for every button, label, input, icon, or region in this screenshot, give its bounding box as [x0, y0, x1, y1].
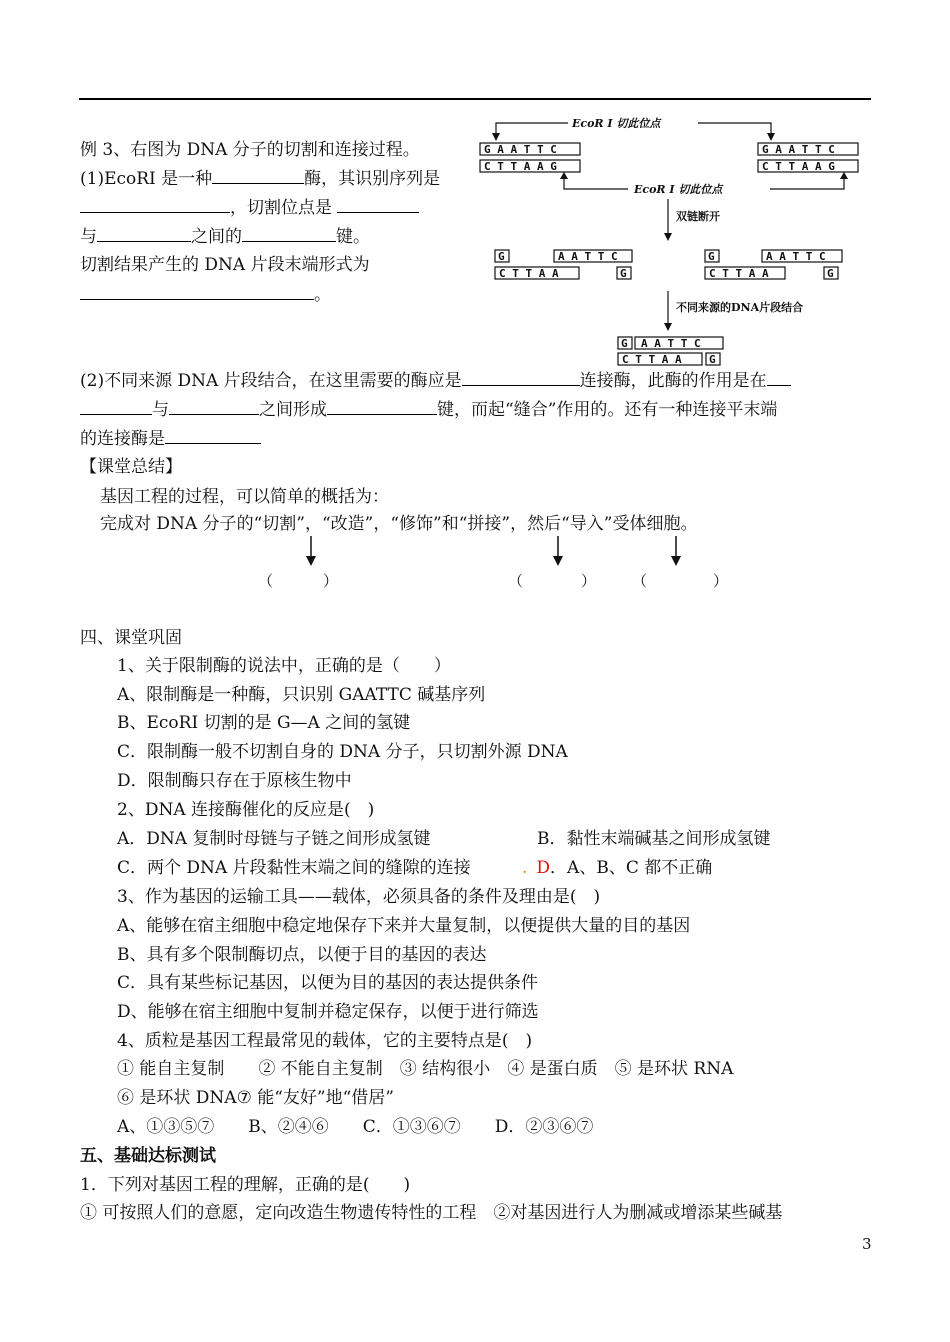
seq-aattc: A A T T C — [558, 250, 618, 263]
diagram-arrowhead — [664, 233, 672, 241]
page-number: 3 — [862, 1235, 872, 1253]
example-intro: 例 3、右图为 DNA 分子的切割和连接过程。 — [80, 140, 420, 160]
s4-q1: 1、关于限制酶的说法中，正确的是（ ） — [117, 656, 451, 676]
q2-line-1: (2)不同来源 DNA 片段结合，在这里需要的酶应是 连接酶，此酶的作用是在 — [80, 369, 791, 392]
seq-cttaag-left: C T T A A G — [484, 160, 557, 173]
diagram-bracket-right — [698, 123, 771, 133]
seq-cttaa: C T T A A — [499, 267, 559, 280]
step-label-cut: 双链断开 — [676, 210, 720, 223]
s4-q4-items-1: ① 能自主复制 ② 不能自主复制 ③ 结构很小 ④ 是蛋白质 ⑤ 是环状 RNA — [117, 1059, 734, 1079]
seq-g: G — [708, 250, 715, 263]
s4-q1-option-c[interactable]: C．限制酶一般不切割自身的 DNA 分子，只切割外源 DNA — [117, 742, 568, 762]
s4-q3-option-c[interactable]: C．具有某些标记基因，以便为目的基因的表达提供条件 — [117, 973, 539, 993]
s4-q2-option-c[interactable]: C．两个 DNA 片段黏性末端之间的缝隙的连接 — [117, 858, 471, 878]
step-label-join: 不同来源的DNA片段结合 — [676, 301, 804, 314]
diagram-arrowhead — [492, 133, 500, 141]
seq-cttaa: C T T A A — [622, 353, 682, 366]
seq-g: G — [620, 267, 627, 280]
seq-gaattc-right: G A A T T C — [762, 143, 835, 156]
s5-q1: 1．下列对基因工程的理解，正确的是( ) — [80, 1175, 411, 1195]
seq-gaattc-left: G A A T T C — [484, 143, 557, 156]
s4-q2-option-a[interactable]: A．DNA 复制时母链与子链之间形成氢键 — [117, 829, 431, 849]
blank-bond[interactable] — [327, 398, 437, 415]
q2-line-2: 与 之间形成 键，而起“缝合”作用的。还有一种连接平末端 — [80, 398, 777, 421]
blank-base-2[interactable] — [242, 225, 336, 242]
seq-cttaa: C T T A A — [709, 267, 769, 280]
s5-q1-statement: ① 可按照人们的意愿，定向改造生物遗传特性的工程 ②对基因进行人为删减或增添某些碱基 — [80, 1203, 783, 1223]
ecori-diagram — [478, 115, 878, 367]
s4-q2: 2、DNA 连接酶催化的反应是( ) — [117, 800, 375, 820]
seq-g: G — [709, 353, 716, 366]
diagram-bracket-left — [496, 123, 568, 133]
diagram-bracket-right — [770, 179, 844, 189]
blank-base-1[interactable] — [97, 225, 191, 242]
seq-g: G — [498, 250, 505, 263]
blank-site-2[interactable] — [169, 398, 259, 415]
blank-site-1b[interactable] — [80, 398, 152, 415]
seq-g: G — [621, 337, 628, 350]
seq-aattc: A A T T C — [766, 250, 826, 263]
blank-cut-site[interactable] — [337, 196, 419, 213]
q1-line-1: (1)EcoRI 是一种 酶，其识别序列是 — [80, 169, 441, 189]
q1-line-4: 切割结果产生的 DNA 片段末端形式为 — [80, 255, 370, 275]
ecori-label-top: EcoR Ⅰ 切此位点 — [572, 117, 661, 130]
summary-line-1: 基因工程的过程，可以简单的概括为： — [100, 487, 389, 507]
s4-q2-option-b[interactable]: B．黏性末端碱基之间形成氢键 — [537, 829, 771, 849]
blank-sequence[interactable] — [80, 196, 230, 213]
s4-q3-option-b[interactable]: B、具有多个限制酶切点，以便于目的基因的表达 — [117, 945, 487, 965]
q1-line-5: 。 — [80, 283, 331, 306]
section5-title: 五、基础达标测试 — [80, 1146, 216, 1166]
summary-heading: 【课堂总结】 — [80, 457, 182, 477]
s4-q4-items-2: ⑥ 是环状 DNA⑦ 能“友好”地“借居” — [117, 1088, 394, 1108]
down-arrow-icon — [552, 536, 564, 566]
diagram-bracket-left — [564, 179, 628, 189]
down-arrow-icon — [305, 536, 317, 566]
seq-cttaag-right: C T T A A G — [762, 160, 835, 173]
q2-line-3: 的连接酶是 — [80, 427, 261, 450]
s4-q3-option-d[interactable]: D、能够在宿主细胞中复制并稳定保存，以便于进行筛选 — [117, 1002, 539, 1022]
diagram-arrowhead — [840, 172, 848, 179]
q1-line-2: ，切割位点是 — [80, 196, 419, 219]
down-arrow-icon — [670, 536, 682, 566]
s4-q3: 3、作为基因的运输工具——载体，必须具备的条件及理由是( ) — [117, 887, 601, 907]
diagram-arrowhead — [664, 323, 672, 331]
top-rule — [79, 98, 871, 100]
s4-q1-option-a[interactable]: A、限制酶是一种酶，只识别 GAATTC 碱基序列 — [117, 685, 486, 705]
s4-q4: 4、质粒是基因工程最常见的载体，它的主要特点是( ) — [117, 1031, 533, 1051]
s4-q3-option-a[interactable]: A、能够在宿主细胞中稳定地保存下来并大量复制，以便提供大量的目的基因 — [117, 916, 691, 936]
blank-enzyme[interactable] — [212, 167, 304, 184]
ecori-label-mid: EcoR Ⅰ 切此位点 — [634, 183, 723, 196]
s4-q1-option-b[interactable]: B、EcoRI 切割的是 G—A 之间的氢键 — [117, 713, 411, 733]
answer-paren-2[interactable]: （ ） — [508, 572, 597, 590]
blank-site-1a[interactable] — [767, 369, 791, 386]
s4-q2-option-d[interactable]: . D．A、B、C 都不正确 — [522, 858, 713, 878]
blank-blunt-ligase[interactable] — [165, 427, 261, 444]
answer-paren-1[interactable]: （ ） — [258, 572, 339, 590]
blank-end-form[interactable] — [80, 283, 314, 300]
s4-q1-option-d[interactable]: D．限制酶只存在于原核生物中 — [117, 771, 352, 791]
seq-g: G — [827, 267, 834, 280]
diagram-arrowhead — [560, 172, 568, 179]
diagram-arrowhead — [767, 133, 775, 141]
section4-title: 四、课堂巩固 — [80, 628, 182, 648]
q1-line-3: 与 之间的 键。 — [80, 227, 370, 247]
s4-q4-options[interactable]: A、①③⑤⑦ B、②④⑥ C．①③⑥⑦ D．②③⑥⑦ — [117, 1117, 594, 1137]
blank-ligase-type[interactable] — [462, 369, 580, 386]
summary-line-2: 完成对 DNA 分子的“切割”，“改造”，“修饰”和“拼接”，然后“导入”受体细胞。 — [100, 514, 698, 534]
seq-aattc: A A T T C — [641, 337, 701, 350]
answer-paren-3[interactable]: （ ） — [632, 572, 729, 590]
